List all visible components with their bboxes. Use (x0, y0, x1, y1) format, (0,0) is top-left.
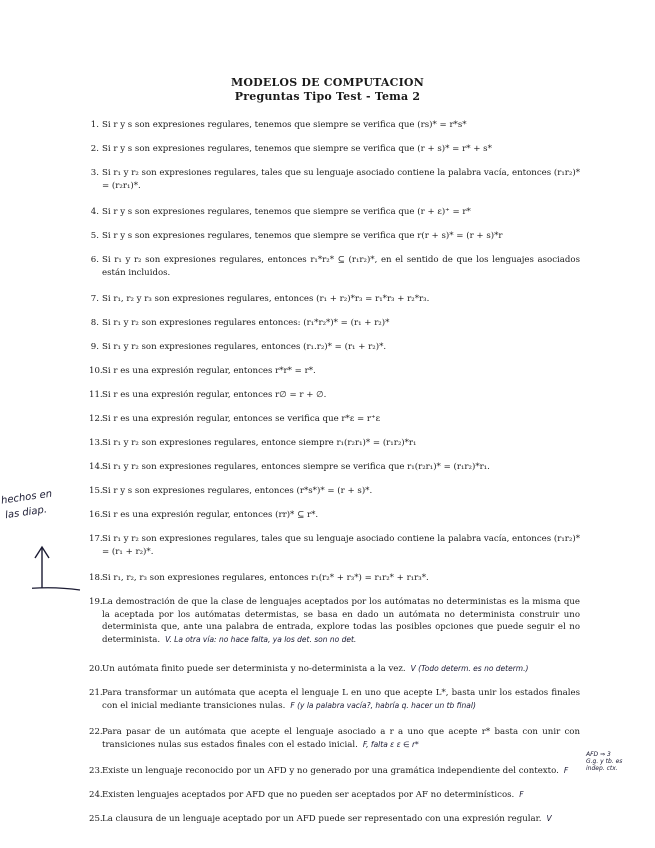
question-text (102, 789, 580, 802)
question-text (102, 533, 580, 558)
question-body: Si r₁ y r₂ son expresiones regulares, entonces r₁*r₂* ⊆ (r₁r₂)*, en el sentido de que los lenguajes asociados están incluidos. (102, 255, 580, 278)
question-body: Si r y s son expresiones regulares, entonces (r*s*)* = (r + s)*. (102, 486, 373, 496)
question-body: Para transformar un autómata que acepta el lenguaje L en uno que acepte L*, basta unir los estados finales con el inicial mediante transiciones nulas. (102, 688, 580, 711)
question-text (102, 365, 580, 378)
margin-note-line-2: las diap. (4, 504, 48, 522)
handwritten-answer: F (519, 790, 524, 799)
question-number: 10. (89, 366, 103, 376)
question-text (102, 230, 580, 243)
question-number: 4. (90, 207, 99, 217)
handwritten-margin-note (0, 487, 55, 524)
question-text (102, 341, 580, 354)
handwritten-answer: F (y la palabra vacía?, habría q. hacer un tb final) (290, 700, 476, 710)
question-number: 22. (89, 727, 103, 737)
question-text (102, 437, 580, 450)
question-body: Un autómata finito puede ser determinista y no-determinista a la vez. (102, 664, 406, 674)
question-number: 24. (89, 790, 103, 800)
question-body: Si r es una expresión regular, entonces (rr)* ⊆ r*. (102, 510, 319, 520)
subtitle-line: Preguntas Tipo Test - Tema 2 (234, 90, 421, 103)
question-number: 12. (89, 414, 103, 424)
question-number: 14. (89, 462, 103, 472)
question-body: Si r es una expresión regular, entonces r*r* = r*. (102, 366, 316, 376)
question-number: 7. (90, 294, 99, 304)
question-body: Para pasar de un autómata que acepte el lenguaje asociado a r a uno que acepte r* basta con unir con transiciones nulas sus estados finales con el estado inicial. (102, 727, 580, 750)
question-body: Si r y s son expresiones regulares, tenemos que siempre se verifica que r(r + s)* = (r + s)*r (102, 231, 503, 241)
question-body: Si r₁, r₂ y r₃ son expresiones regulares, entonces (r₁ + r₂)*r₃ = r₁*r₃ + r₂*r₃. (102, 294, 430, 304)
question-body: Existen lenguajes aceptados por AFD que no pueden ser aceptados por AF no determinísticos. (102, 790, 515, 800)
up-arrow-icon (32, 543, 92, 593)
question-body: Si r₁ y r₂ son expresiones regulares, entonces siempre se verifica que r₁(r₂r₁)* = (r₁r₂)*r₁. (102, 462, 490, 472)
question-body: Si r y s son expresiones regulares, tenemos que siempre se verifica que (rs)* = r*s* (102, 120, 467, 130)
question-body: Si r₁, r₂, r₃ son expresiones regulares, entonces r₁(r₂* + r₃*) = r₁r₂* + r₁r₃*. (102, 573, 429, 583)
question-number: 8. (90, 318, 99, 328)
question-number: 5. (90, 231, 99, 241)
question-number: 11. (89, 390, 103, 400)
question-text (102, 509, 580, 522)
question-body: Si r₁ y r₂ son expresiones regulares, tales que su lenguaje asociado contiene la palabra vacía, entonces (r₁r₂)* = (r₁ + r₂)*. (102, 534, 580, 557)
question-body: Si r es una expresión regular, entonces r∅ = r + ∅. (102, 390, 327, 400)
question-text (102, 765, 580, 778)
question-body: La clausura de un lenguaje aceptado por un AFD puede ser representado con una expresión regular. (102, 814, 542, 824)
question-text (102, 413, 580, 426)
question-body: Si r₁ y r₂ son expresiones regulares, tales que su lenguaje asociado contiene la palabra vacía, entonces (r₁r₂)* = (r₂r₁)*. (102, 168, 580, 191)
question-text (102, 119, 580, 132)
handwritten-answer: F, falta ε ε ∈ r* (362, 739, 419, 749)
question-number: 6. (90, 255, 99, 265)
question-text (102, 461, 580, 474)
question-number: 19. (89, 597, 103, 607)
question-body: La demostración de que la clase de lenguajes aceptados por los autómatas no deterministas es la misma que la aceptada por los autómatas determistas, se basa en dado un autómata no determinista construir uno determinista que, ante una palabra de entrada, explore todas las posibles opciones que puede seguir el no determinista. (102, 597, 580, 645)
handwritten-answer: V (Todo determ. es no determ.) (410, 664, 529, 673)
question-text (102, 726, 580, 751)
question-text (102, 687, 580, 712)
question-number: 18. (89, 573, 103, 583)
question-number: 13. (89, 438, 103, 448)
handwritten-side-note: AFD ⇒ 3 G.g. y tb. es indep. ctx. (586, 751, 623, 772)
question-text (102, 143, 580, 156)
question-body: Si r₁ y r₂ son expresiones regulares, entonces (r₁.r₂)* = (r₁ + r₂)*. (102, 342, 387, 352)
question-number: 1. (90, 120, 99, 130)
title-line: MODELOS DE COMPUTACION (231, 76, 424, 89)
handwritten-answer: F (563, 766, 569, 775)
question-text (102, 206, 580, 219)
question-text (102, 254, 580, 279)
question-text (102, 293, 580, 306)
question-number: 21. (89, 688, 103, 698)
handwritten-answer: V (546, 814, 552, 823)
question-number: 17. (89, 534, 103, 544)
question-number: 20. (89, 664, 103, 674)
question-body: Si r₁ y r₂ son expresiones regulares, entonce siempre r₁(r₂r₁)* = (r₁r₂)*r₁ (102, 438, 417, 448)
question-text (102, 317, 580, 330)
document-title (0, 76, 655, 104)
question-text (102, 389, 580, 402)
question-number: 3. (90, 168, 99, 178)
question-body: Si r₁ y r₂ son expresiones regulares entonces: (r₁*r₂*)* = (r₁ + r₂)* (102, 318, 390, 328)
question-number: 23. (89, 766, 103, 776)
question-text (102, 663, 580, 676)
question-text (102, 813, 580, 826)
question-text (102, 572, 580, 585)
question-body: Existe un lenguaje reconocido por un AFD y no generado por una gramática independiente del contexto. (102, 766, 559, 776)
question-body: Si r es una expresión regular, entonces se verifica que r*ε = r⁺ε (102, 414, 381, 424)
question-number: 9. (90, 342, 99, 352)
question-text (102, 167, 580, 192)
question-text (102, 485, 580, 498)
margin-note-line-1: hechos en (0, 488, 53, 507)
question-body: Si r y s son expresiones regulares, tenemos que siempre se verifica que (r + s)* = r* + s* (102, 144, 492, 154)
question-number: 25. (89, 814, 103, 824)
question-body: Si r y s son expresiones regulares, tenemos que siempre se verifica que (r + ε)⁺ = r* (102, 207, 471, 217)
question-number: 15. (89, 486, 103, 496)
question-text (102, 596, 580, 646)
handwritten-answer: V. La otra vía: no hace falta, ya los det. son no det. (165, 634, 357, 644)
question-number: 16. (89, 510, 103, 520)
question-number: 2. (90, 144, 99, 154)
